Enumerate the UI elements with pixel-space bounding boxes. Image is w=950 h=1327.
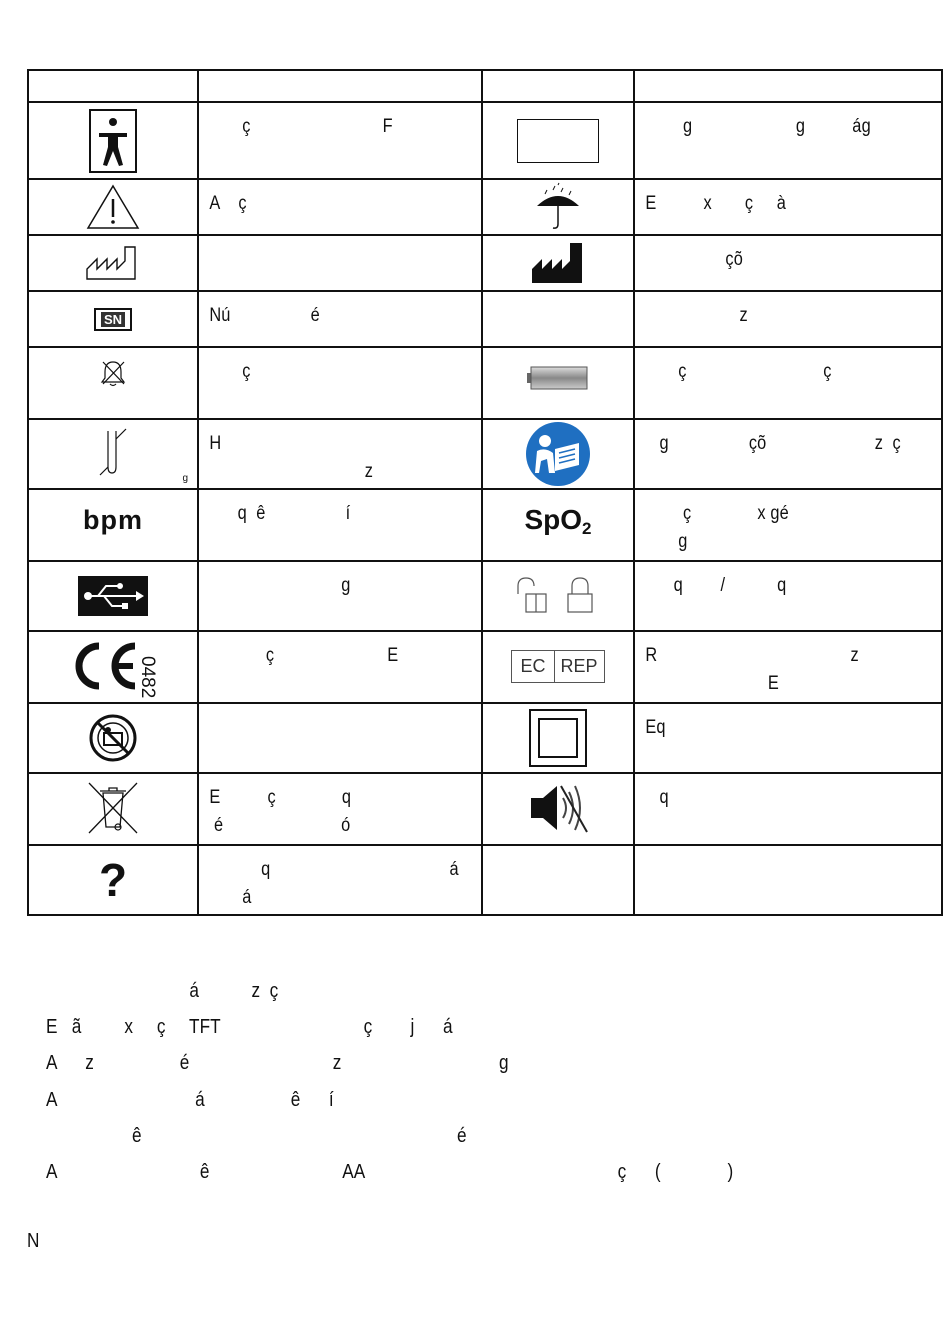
symbol-description: H z [209, 433, 374, 482]
table-row [28, 179, 942, 235]
footer-text: N [27, 1230, 40, 1252]
rep-label: REP [560, 655, 598, 676]
symbol-description: q ê í [209, 503, 351, 524]
read-manual-icon [525, 421, 591, 487]
symbol-description: g çõ z ç [645, 433, 901, 454]
symbol-description: R z E [645, 645, 859, 694]
speaker-muted-icon [527, 780, 589, 836]
symbol-description: ç [209, 361, 251, 382]
table-row [28, 102, 942, 179]
thermometer-icon [88, 425, 138, 483]
header-cell [634, 70, 942, 102]
symbol-description: q [645, 787, 669, 808]
symbol-description: g g ág [645, 116, 871, 137]
note-line: á z ç [46, 980, 279, 1002]
symbol-description [635, 846, 898, 856]
blank-rectangle-icon [517, 119, 599, 163]
symbol-description: Nú é [209, 305, 320, 326]
symbols-table [27, 69, 943, 916]
symbol-description: ç ç [645, 361, 832, 382]
header-cell [198, 70, 482, 102]
keep-dry-umbrella-icon [533, 182, 583, 232]
table-row [28, 347, 942, 419]
symbol-description: E ç q é ó [209, 787, 352, 836]
do-not-use-on-children-icon [88, 713, 138, 763]
ce-mark-icon [29, 632, 197, 700]
symbol-description: q á á [242, 859, 459, 908]
symbol-description: E x ç à [645, 193, 786, 214]
spo2-label: SpO [524, 504, 583, 535]
table-row [28, 235, 942, 291]
table-row [28, 419, 942, 489]
weee-bin-crossed-icon [83, 779, 143, 837]
spo2-subscript: 2 [582, 519, 592, 538]
symbol-description: ç F [209, 116, 393, 137]
usb-icon [78, 576, 148, 616]
manufacturer-factory-icon [530, 241, 586, 285]
note-line: A ê AA ç ( ) [46, 1161, 734, 1183]
note-line: A z é z g [46, 1052, 509, 1074]
ec-label: EC [512, 651, 554, 682]
table-row [28, 561, 942, 631]
serial-number-label: SN [101, 312, 125, 327]
table-row [28, 291, 942, 347]
serial-number-icon [94, 308, 132, 331]
symbol-description [199, 704, 442, 714]
table-row [28, 631, 942, 703]
header-cell [482, 70, 634, 102]
thermometer-sublabel: g [182, 473, 188, 484]
ec-rep-icon [511, 650, 604, 683]
symbol-description: A ç [209, 193, 247, 214]
body-type-bf-icon [89, 109, 137, 173]
table-row [28, 845, 942, 915]
lock-unlock-icon [516, 576, 600, 616]
battery-icon [527, 365, 589, 391]
manufacture-date-icon [85, 243, 141, 283]
table-row [28, 703, 942, 773]
warning-triangle-icon [85, 183, 141, 231]
symbol-description: Eq [645, 717, 666, 738]
question-mark-icon: ? [98, 854, 128, 906]
symbol-description: ç E [209, 645, 399, 666]
symbol-description [199, 236, 442, 246]
bpm-icon: bpm [83, 504, 143, 535]
symbol-description: z [645, 305, 748, 326]
table-row [28, 773, 942, 845]
spo2-icon [483, 490, 633, 550]
header-cell [28, 70, 198, 102]
notified-body-number: 0482 [137, 656, 158, 699]
note-line: ê é [46, 1125, 467, 1147]
symbol-description: q / q [645, 575, 787, 596]
class-ii-equipment-icon [529, 709, 587, 767]
note-line: A á ê í [46, 1089, 334, 1111]
symbol-description: g [209, 575, 351, 596]
table-header-row [28, 70, 942, 102]
table-row [28, 489, 942, 561]
note-line: E ã x ç TFT ç j á [46, 1016, 453, 1038]
alarm-off-icon [98, 358, 128, 388]
symbol-description: çõ [645, 249, 744, 270]
symbol-description: ç x gé g [678, 503, 789, 552]
